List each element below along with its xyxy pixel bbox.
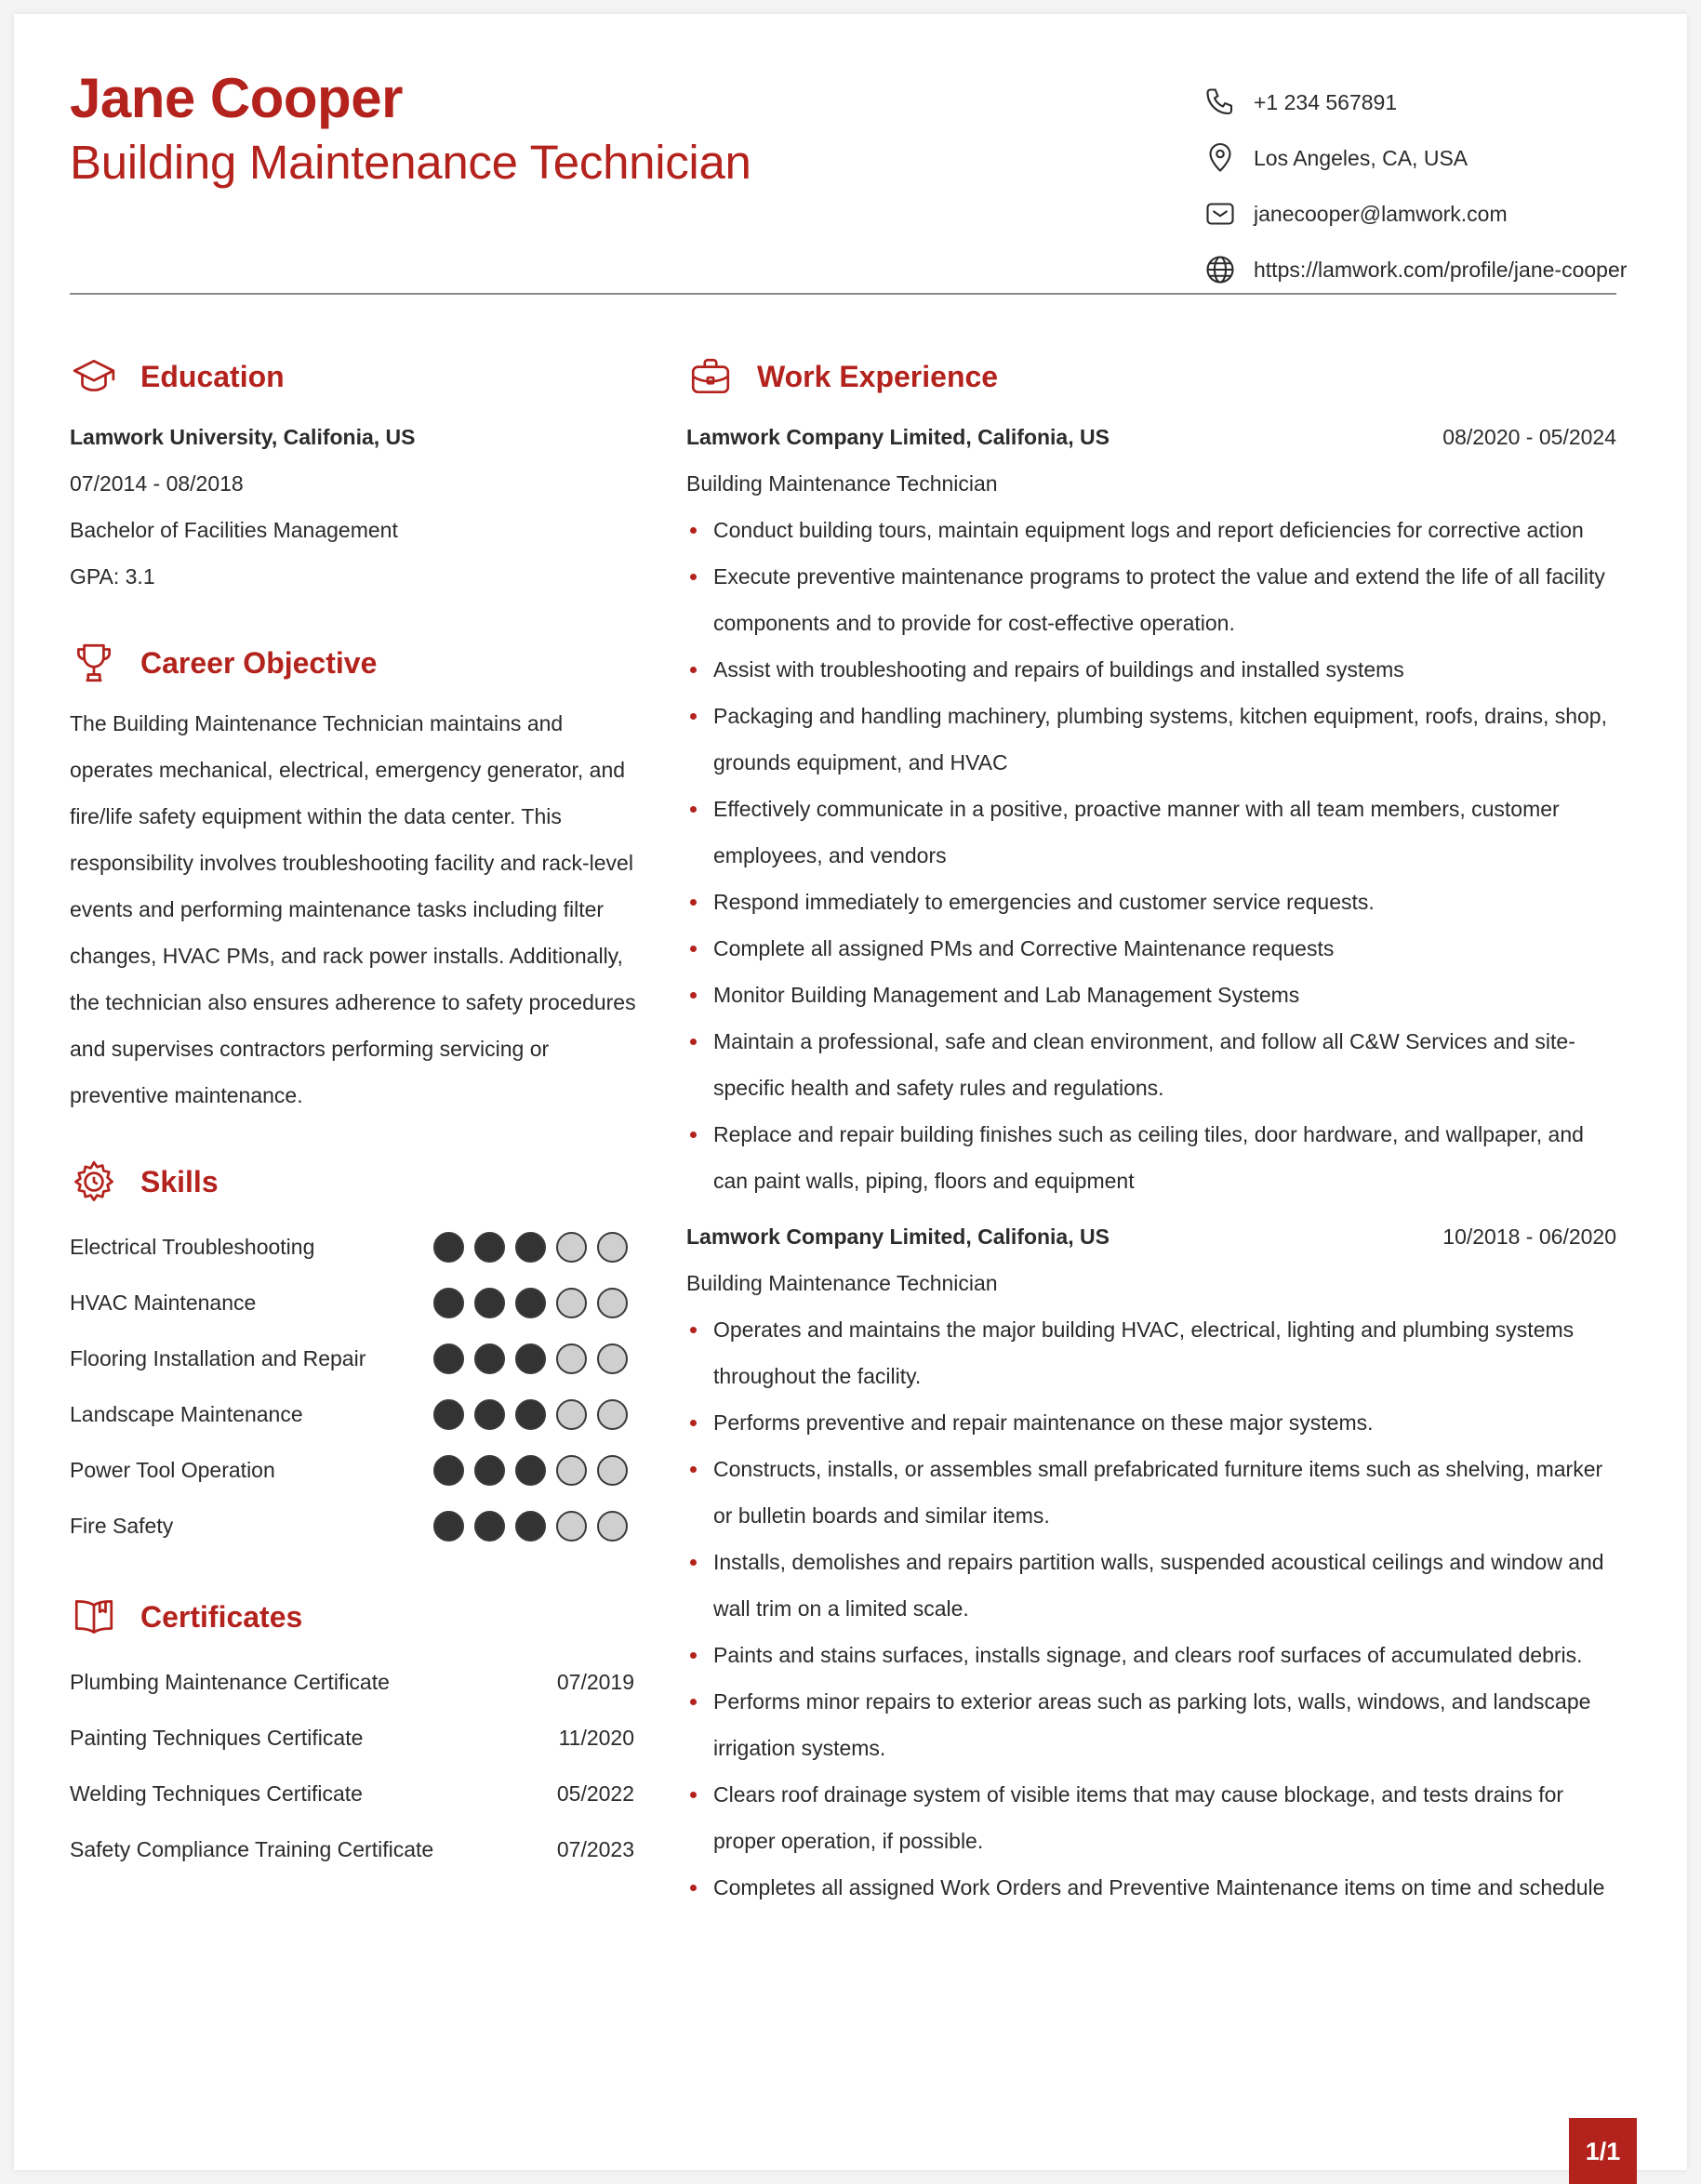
skill-level-rating <box>433 1232 628 1263</box>
job-duty-item: Completes all assigned Work Orders and Preventive Maintenance items on time and schedule <box>686 1864 1616 1911</box>
job-company: Lamwork Company Limited, Califonia, US <box>686 1224 1110 1249</box>
contact-phone-text: +1 234 567891 <box>1254 89 1398 114</box>
skill-level-rating <box>433 1399 628 1430</box>
skills-title: Skills <box>140 1164 219 1198</box>
job-duty-item: Replace and repair building finishes such as ceiling tiles, door hardware, and wallpaper, and can paint walls, piping, floors and equipment <box>686 1111 1616 1204</box>
jobs-list <box>686 414 1616 1911</box>
skills-list <box>70 1219 642 1554</box>
skill-dot-filled <box>515 1399 546 1430</box>
job-entry <box>686 1213 1616 1911</box>
resume-header <box>70 65 751 191</box>
skill-dot-empty <box>597 1232 628 1263</box>
job-duty-item: Operates and maintains the major building HVAC, electrical, lighting and plumbing systems throughout the facility. <box>686 1306 1616 1399</box>
graduation-cap-icon <box>70 352 118 401</box>
resume-page <box>14 14 1687 2170</box>
job-duty-item: Conduct building tours, maintain equipment logs and report deficiencies for corrective action <box>686 507 1616 553</box>
career-objective-section <box>70 635 642 1118</box>
skill-dot-filled <box>433 1232 464 1263</box>
certificate-date: 05/2022 <box>556 1780 634 1806</box>
skill-dot-empty <box>556 1288 587 1318</box>
job-title: Building Maintenance Technician <box>686 1271 998 1295</box>
skill-dot-filled <box>433 1455 464 1486</box>
skill-dot-filled <box>474 1232 505 1263</box>
contact-website-text[interactable]: https://lamwork.com/profile/jane-cooper <box>1254 257 1628 282</box>
job-duty-item: Performs preventive and repair maintenance on these major systems. <box>686 1399 1616 1446</box>
skill-dot-filled <box>474 1455 505 1486</box>
skill-dot-empty <box>556 1455 587 1486</box>
candidate-name: Jane Cooper <box>70 67 403 129</box>
certificate-name: Safety Compliance Training Certificate <box>70 1836 434 1861</box>
job-duty-item: Performs minor repairs to exterior areas such as parking lots, walls, windows, and landscape irrigation systems. <box>686 1678 1616 1771</box>
certificate-date: 11/2020 <box>558 1725 634 1750</box>
work-experience-title: Work Experience <box>757 359 999 393</box>
certificate-name: Welding Techniques Certificate <box>70 1780 363 1806</box>
skill-dot-empty <box>597 1288 628 1318</box>
skills-heading <box>70 1154 642 1210</box>
skill-dot-empty <box>597 1511 628 1542</box>
location-pin-icon <box>1202 139 1239 177</box>
job-dates: 10/2018 - 06/2020 <box>1442 1224 1616 1249</box>
certificate-row <box>70 1766 642 1821</box>
job-header <box>686 414 1616 460</box>
education-section <box>70 349 642 600</box>
skill-dot-filled <box>433 1511 464 1542</box>
job-duty-item: Clears roof drainage system of visible items that may cause blockage, and tests drains for proper operation, if possible. <box>686 1771 1616 1864</box>
education-school: Lamwork University, Califonia, US <box>70 425 416 449</box>
skills-section <box>70 1154 642 1554</box>
skill-dot-filled <box>474 1288 505 1318</box>
open-book-icon <box>70 1593 118 1641</box>
globe-icon <box>1202 251 1239 288</box>
skill-dot-empty <box>597 1343 628 1374</box>
skill-dot-empty <box>556 1399 587 1430</box>
skill-dot-filled <box>474 1399 505 1430</box>
left-column <box>70 349 642 1877</box>
skill-dot-filled <box>515 1343 546 1374</box>
skill-name: Landscape Maintenance <box>70 1401 303 1426</box>
education-dates: 07/2014 - 08/2018 <box>70 471 244 496</box>
job-title: Building Maintenance Technician <box>686 471 998 496</box>
job-duty-item: Complete all assigned PMs and Corrective Maintenance requests <box>686 925 1616 972</box>
career-objective-text: The Building Maintenance Technician maintains and operates mechanical, electrical, emergency generator, and fire/life safety equipment within the data center. This responsibility involves troubleshooting facility and rack-level events and performing maintenance tasks including filter changes, HVAC PMs, and rack power installs. Additionally, the technician also ensures adherence to safety procedures and supervises contractors performing servicing or preventive maintenance. <box>70 711 636 1107</box>
skill-dot-filled <box>433 1399 464 1430</box>
skill-name: HVAC Maintenance <box>70 1290 257 1315</box>
briefcase-icon <box>686 352 735 401</box>
contact-website <box>1202 242 1627 298</box>
skill-dot-empty <box>556 1343 587 1374</box>
envelope-icon <box>1202 195 1239 232</box>
skill-level-rating <box>433 1288 628 1318</box>
job-duty-item: Respond immediately to emergencies and customer service requests. <box>686 879 1616 925</box>
skill-level-rating <box>433 1455 628 1486</box>
right-column <box>686 349 1616 1911</box>
skill-name: Flooring Installation and Repair <box>70 1345 366 1370</box>
job-duties-list <box>686 507 1616 1204</box>
work-experience-section <box>686 349 1616 1911</box>
job-duty-item: Monitor Building Management and Lab Management Systems <box>686 972 1616 1018</box>
certificate-row <box>70 1710 642 1766</box>
education-heading <box>70 349 642 404</box>
job-duty-item: Packaging and handling machinery, plumbing systems, kitchen equipment, roofs, drains, shop, grounds equipment, and HVAC <box>686 693 1616 786</box>
skill-dot-empty <box>556 1232 587 1263</box>
education-title: Education <box>140 359 285 393</box>
skill-dot-filled <box>515 1511 546 1542</box>
skill-dot-empty <box>556 1511 587 1542</box>
career-objective-title: Career Objective <box>140 645 378 680</box>
job-duty-item: Execute preventive maintenance programs to protect the value and extend the life of all facility components and to provide for cost-effective operation. <box>686 553 1616 646</box>
certificate-row <box>70 1821 642 1877</box>
skill-row <box>70 1442 642 1498</box>
skill-name: Power Tool Operation <box>70 1457 275 1482</box>
contact-list <box>1202 74 1627 298</box>
candidate-role: Building Maintenance Technician <box>70 136 751 189</box>
job-duty-item: Paints and stains surfaces, installs signage, and clears roof surfaces of accumulated debris. <box>686 1632 1616 1678</box>
skill-row <box>70 1219 642 1275</box>
contact-location <box>1202 130 1627 186</box>
education-gpa: GPA: 3.1 <box>70 564 155 589</box>
skill-row <box>70 1275 642 1330</box>
skill-dot-filled <box>474 1511 505 1542</box>
job-duty-item: Effectively communicate in a positive, proactive manner with all team members, customer employees, and vendors <box>686 786 1616 879</box>
skill-dot-filled <box>515 1232 546 1263</box>
phone-icon <box>1202 84 1239 121</box>
career-objective-heading <box>70 635 642 691</box>
skill-row <box>70 1330 642 1386</box>
work-experience-heading <box>686 349 1616 404</box>
job-duties-list <box>686 1306 1616 1911</box>
job-duty-item: Maintain a professional, safe and clean environment, and follow all C&W Services and site-specific health and safety rules and regulations. <box>686 1018 1616 1111</box>
skill-dot-filled <box>433 1343 464 1374</box>
trophy-icon <box>70 639 118 687</box>
skill-name: Fire Safety <box>70 1513 174 1538</box>
skill-dot-empty <box>597 1455 628 1486</box>
job-duty-item: Installs, demolishes and repairs partition walls, suspended acoustical ceilings and window and wall trim on a limited scale. <box>686 1539 1616 1632</box>
skill-dot-empty <box>597 1399 628 1430</box>
skill-row <box>70 1386 642 1442</box>
certificates-list <box>70 1654 642 1877</box>
skill-level-rating <box>433 1511 628 1542</box>
certificate-row <box>70 1654 642 1710</box>
skill-name: Electrical Troubleshooting <box>70 1234 315 1259</box>
job-duty-item: Constructs, installs, or assembles small prefabricated furniture items such as shelving, marker or bulletin boards and similar items. <box>686 1446 1616 1539</box>
contact-location-text: Los Angeles, CA, USA <box>1254 145 1468 170</box>
skill-dot-filled <box>474 1343 505 1374</box>
job-duty-item: Assist with troubleshooting and repairs of buildings and installed systems <box>686 646 1616 693</box>
job-dates: 08/2020 - 05/2024 <box>1442 425 1616 449</box>
gear-clock-icon <box>70 1158 118 1206</box>
contact-phone <box>1202 74 1627 130</box>
skill-dot-filled <box>433 1288 464 1318</box>
contact-email <box>1202 186 1627 242</box>
skill-dot-filled <box>515 1455 546 1486</box>
job-entry <box>686 414 1616 1204</box>
contact-email-text[interactable]: janecooper@lamwork.com <box>1254 201 1508 226</box>
certificate-name: Painting Techniques Certificate <box>70 1725 364 1750</box>
job-header <box>686 1213 1616 1260</box>
certificates-heading <box>70 1589 642 1645</box>
certificate-date: 07/2023 <box>556 1836 634 1861</box>
certificate-date: 07/2019 <box>556 1669 634 1694</box>
certificates-title: Certificates <box>140 1599 303 1634</box>
education-degree: Bachelor of Facilities Management <box>70 518 398 542</box>
certificate-name: Plumbing Maintenance Certificate <box>70 1669 390 1694</box>
certificates-section <box>70 1589 642 1877</box>
skill-dot-filled <box>515 1288 546 1318</box>
skill-row <box>70 1498 642 1554</box>
job-company: Lamwork Company Limited, Califonia, US <box>686 425 1110 449</box>
page-number-badge: 1/1 <box>1569 2118 1637 2184</box>
header-divider <box>70 293 1616 295</box>
skill-level-rating <box>433 1343 628 1374</box>
